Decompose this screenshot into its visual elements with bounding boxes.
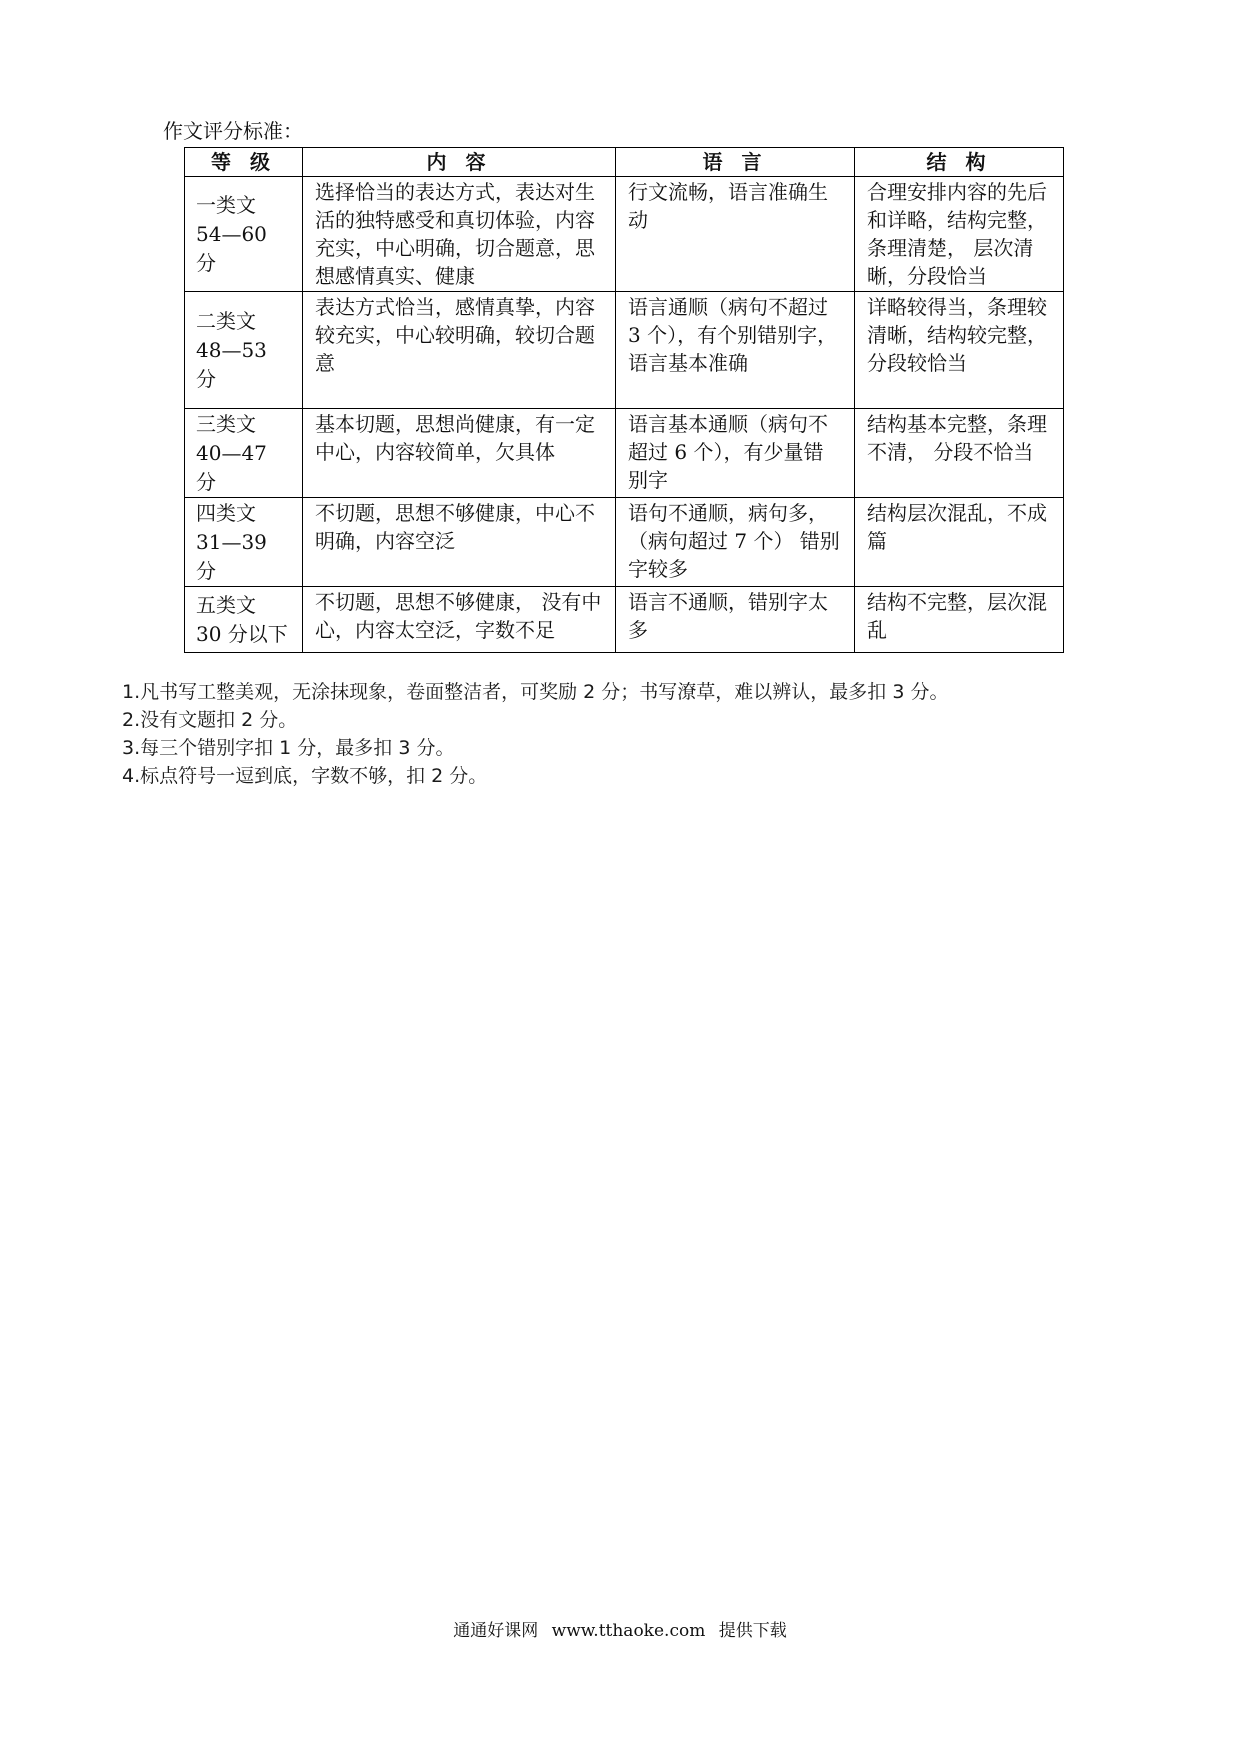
language-cell: 行文流畅，语言准确生动 bbox=[616, 177, 855, 292]
level-cell bbox=[185, 292, 303, 409]
note-item: 2.没有文题扣 2 分。 bbox=[122, 709, 298, 731]
structure-cell: 结构不完整，层次混乱 bbox=[855, 587, 1064, 653]
header-level: 等 级 bbox=[185, 148, 303, 177]
content-cell: 选择恰当的表达方式，表达对生活的独特感受和真切体验，内容充实，中心明确，切合题意，思想感情真实、健康 bbox=[303, 177, 616, 292]
level-name: 三类文 bbox=[196, 412, 256, 436]
level-name: 一类文 bbox=[196, 193, 256, 217]
header-structure: 结 构 bbox=[855, 148, 1064, 177]
note-item: 3.每三个错别字扣 1 分，最多扣 3 分。 bbox=[122, 737, 455, 759]
level-score: 31—39 分 bbox=[196, 530, 267, 583]
level-cell bbox=[185, 409, 303, 498]
table-header-row bbox=[185, 148, 1064, 177]
table-row bbox=[185, 177, 1064, 292]
structure-cell: 结构基本完整，条理不清， 分段不恰当 bbox=[855, 409, 1064, 498]
content-cell: 表达方式恰当，感情真挚，内容较充实，中心较明确，较切合题意 bbox=[303, 292, 616, 409]
footer-url: www.tthaoke.com bbox=[551, 1621, 706, 1641]
table-row bbox=[185, 292, 1064, 409]
header-language: 语 言 bbox=[616, 148, 855, 177]
language-cell: 语句不通顺，病句多，（病句超过 7 个） 错别字较多 bbox=[616, 498, 855, 587]
level-name: 五类文 bbox=[196, 593, 256, 617]
structure-cell: 详略较得当，条理较清晰，结构较完整，分段较恰当 bbox=[855, 292, 1064, 409]
structure-cell: 结构层次混乱，不成篇 bbox=[855, 498, 1064, 587]
level-score: 30 分以下 bbox=[196, 622, 288, 646]
level-name: 二类文 bbox=[196, 309, 256, 333]
note-item: 4.标点符号一逗到底，字数不够，扣 2 分。 bbox=[122, 765, 488, 787]
note-item: 1.凡书写工整美观，无涂抹现象，卷面整洁者，可奖励 2 分；书写潦草，难以辨认，最多扣 3 分。 bbox=[122, 681, 949, 703]
grading-table bbox=[184, 147, 1064, 653]
page-footer bbox=[0, 1620, 1240, 1642]
level-score: 54—60 分 bbox=[196, 222, 267, 275]
level-cell bbox=[185, 587, 303, 653]
language-cell: 语言基本通顺（病句不超过 6 个），有少量错别字 bbox=[616, 409, 855, 498]
language-cell: 语言通顺（病句不超过 3 个），有个别错别字，语言基本准确 bbox=[616, 292, 855, 409]
level-cell bbox=[185, 498, 303, 587]
table-row bbox=[185, 409, 1064, 498]
table-row bbox=[185, 498, 1064, 587]
language-cell: 语言不通顺，错别字太多 bbox=[616, 587, 855, 653]
level-score: 48—53 分 bbox=[196, 338, 267, 391]
table-row bbox=[185, 587, 1064, 653]
header-content: 内 容 bbox=[303, 148, 616, 177]
doc-title: 作文评分标准： bbox=[163, 119, 303, 143]
footer-site-name: 通通好课网 bbox=[453, 1621, 539, 1641]
structure-cell: 合理安排内容的先后和详略，结构完整，条理清楚， 层次清晰，分段恰当 bbox=[855, 177, 1064, 292]
footer-suffix: 提供下载 bbox=[718, 1621, 787, 1641]
level-cell bbox=[185, 177, 303, 292]
scoring-notes bbox=[122, 678, 948, 790]
content-cell: 不切题，思想不够健康， 没有中心，内容太空泛，字数不足 bbox=[303, 587, 616, 653]
content-cell: 基本切题，思想尚健康，有一定中心，内容较简单，欠具体 bbox=[303, 409, 616, 498]
content-cell: 不切题，思想不够健康，中心不明确，内容空泛 bbox=[303, 498, 616, 587]
level-score: 40—47 分 bbox=[196, 441, 267, 494]
level-name: 四类文 bbox=[196, 501, 256, 525]
